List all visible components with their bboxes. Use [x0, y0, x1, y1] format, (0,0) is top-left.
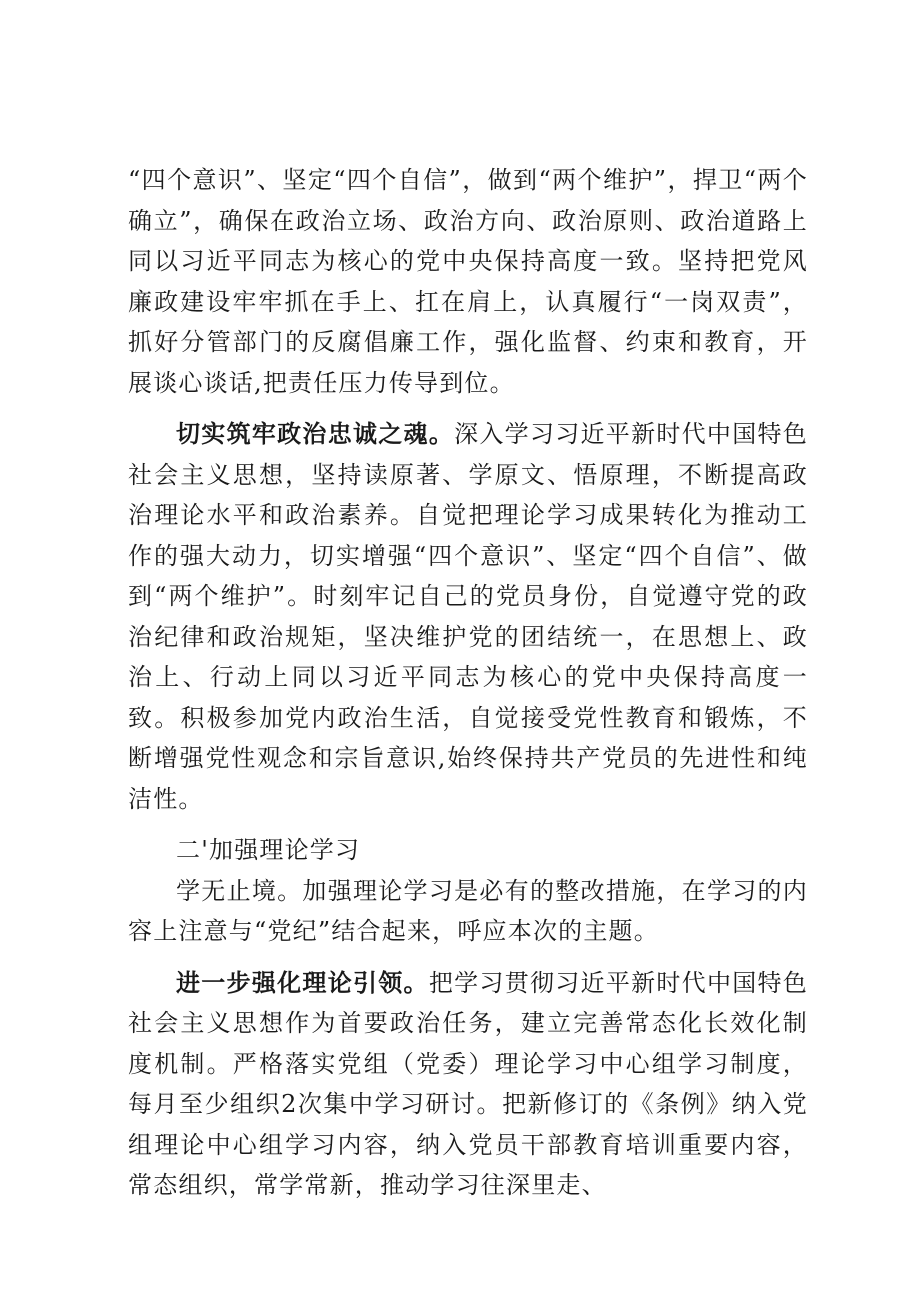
document-body [128, 160, 808, 1206]
paragraph-political-loyalty [128, 414, 808, 819]
paragraph-continuation [128, 160, 808, 403]
paragraph-text: 把学习贯彻习近平新时代中国特色社会主义思想作为首要政治任务，建立完善常态化长效化制度机制。严格落实党组（党委）理论学习中心组学习制度，每月至少组织2次集中学习研讨。把新修订的《条例》纳入党组理论中心组学习内容，纳入党员干部教育培训重要内容，常态组织，常学常新，推动学习往深里走、 [128, 968, 809, 1199]
section-heading-text: 二'加强理论学习 [176, 836, 361, 864]
section-heading [128, 830, 808, 871]
paragraph-theory-guidance [128, 963, 808, 1206]
paragraph-text: 学无止境。加强理论学习是必有的整改措施，在学习的内容上注意与“党纪”结合起来，呼应本次的主题。 [128, 876, 808, 945]
paragraph-lead: 进一步强化理论引领。 [176, 967, 429, 997]
paragraph-text: 深入学习习近平新时代中国特色社会主义思想，坚持读原著、学原文、悟原理，不断提高政治理论水平和政治素养。自觉把理论学习成果转化为推动工作的强大动力，切实增强“四个意识”、坚定“四个自信”、做到“两个维护”。时刻牢记自己的党员身份，自觉遵守党的政治纪律和政治规矩，坚决维护党的团结统一，在思想上、政治上、行动上同以习近平同志为核心的党中央保持高度一致。积极参加党内政治生活，自觉接受党性教育和锻炼，不断增强党性观念和宗旨意识,始终保持共产党员的先进性和纯洁性。 [128, 420, 808, 813]
paragraph-lead: 切实筑牢政治忠诚之魂。 [176, 419, 455, 448]
paragraph-text: “四个意识”、坚定“四个自信”，做到“两个维护”，捍卫“两个确立”，确保在政治立场、政治方向、政治原则、政治道路上同以习近平同志为核心的党中央保持高度一致。坚持把党风廉政建设牢牢抓在手上、扛在肩上，认真履行“一岗双责”，抓好分管部门的反腐倡廉工作，强化监督、约束和教育，开展谈心谈话,把责任压力传导到位。 [128, 166, 808, 397]
paragraph-study-intro [128, 871, 808, 952]
